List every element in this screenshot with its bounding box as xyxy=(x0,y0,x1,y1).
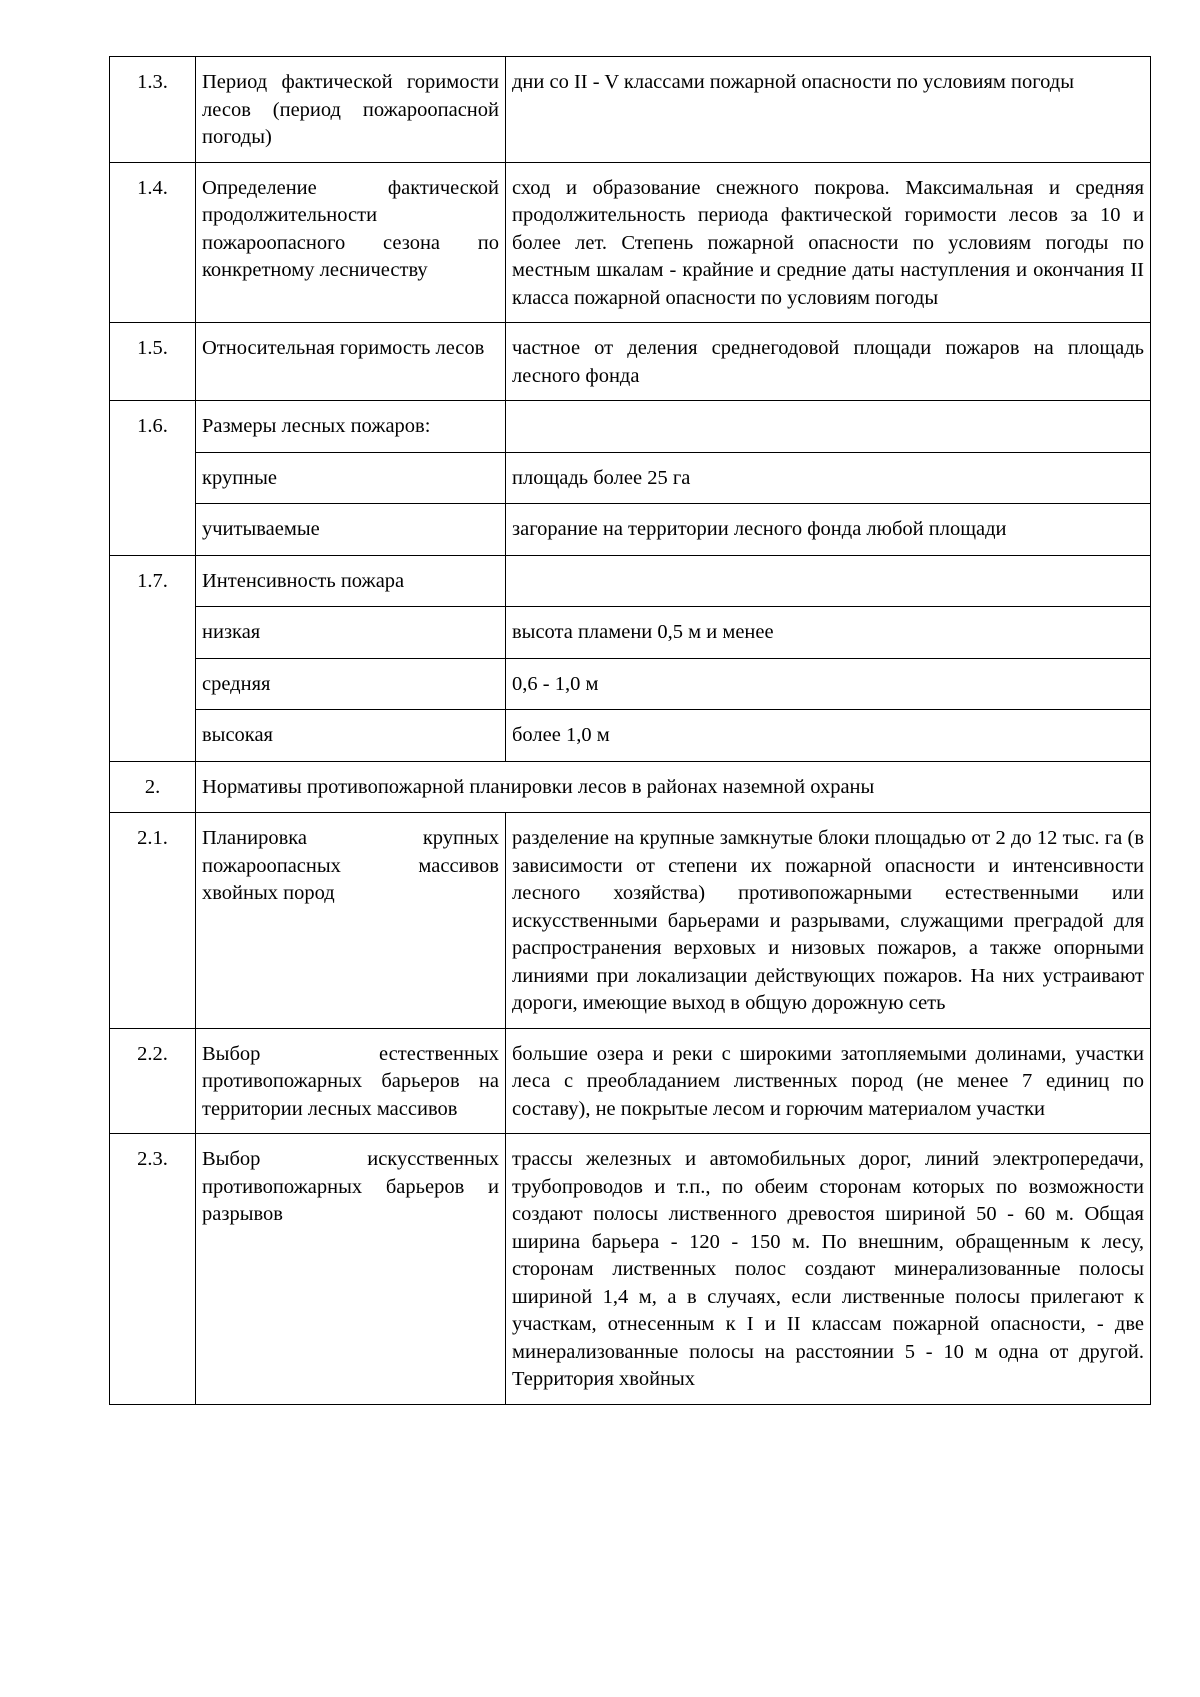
table-row xyxy=(110,813,1151,1029)
row-term: Период фактической горимости лесов (период пожароопасной погоды) xyxy=(196,57,506,163)
subrow-definition: загорание на территории лесного фонда любой площади xyxy=(506,504,1151,556)
row-definition: большие озера и реки с широкими затопляемыми долинами, участки леса с преобладанием лиственных пород (не менее 7 единиц по составу), не покрытые лесом и горючим материалом участки xyxy=(506,1028,1151,1134)
subrow-definition: более 1,0 м xyxy=(506,710,1151,762)
row-definition: разделение на крупные замкнутые блоки площадью от 2 до 12 тыс. га (в зависимости от степени их пожарной опасности и интенсивности лесного хозяйства) противопожарными естественными или искусственными барьерами и разрывами, служащими преградой для распространения верховых и низовых пожаров, а также опорными линиями при локализации действующих пожаров. На них устраивают дороги, имеющие выход в общую дорожную сеть xyxy=(506,813,1151,1029)
table-subrow xyxy=(110,658,1151,710)
row-term: Интенсивность пожара xyxy=(196,555,506,607)
regulations-table xyxy=(109,56,1151,1405)
row-number: 2.2. xyxy=(110,1028,196,1134)
row-term: Определение фактической продолжительности пожароопасного сезона по конкретному лесничеству xyxy=(196,162,506,323)
row-number: 1.4. xyxy=(110,162,196,323)
row-definition: частное от деления среднегодовой площади пожаров на площадь лесного фонда xyxy=(506,323,1151,401)
subrow-definition: 0,6 - 1,0 м xyxy=(506,658,1151,710)
table-row xyxy=(110,323,1151,401)
section-heading: Нормативы противопожарной планировки лесов в районах наземной охраны xyxy=(196,761,1151,813)
table-row xyxy=(110,401,1151,453)
table-row xyxy=(110,1028,1151,1134)
row-term: Относительная горимость лесов xyxy=(196,323,506,401)
row-number: 1.3. xyxy=(110,57,196,163)
table-subrow xyxy=(110,504,1151,556)
table-row xyxy=(110,1134,1151,1405)
row-number: 2.3. xyxy=(110,1134,196,1405)
row-number: 1.5. xyxy=(110,323,196,401)
row-definition: сход и образование снежного покрова. Максимальная и средняя продолжительность периода фактической горимости лесов за 10 и более лет. Степень пожарной опасности по условиям погоды по местным шкалам - крайние и средние даты наступления и окончания II класса пожарной опасности по условиям погоды xyxy=(506,162,1151,323)
subrow-definition: высота пламени 0,5 м и менее xyxy=(506,607,1151,659)
section-number: 2. xyxy=(110,761,196,813)
row-definition xyxy=(506,401,1151,453)
section-heading-row xyxy=(110,761,1151,813)
subrow-term: учитываемые xyxy=(196,504,506,556)
table-row xyxy=(110,162,1151,323)
table-subrow xyxy=(110,710,1151,762)
row-number: 2.1. xyxy=(110,813,196,1029)
row-definition: трассы железных и автомобильных дорог, линий электропередачи, трубопроводов и т.п., по обеим сторонам которых по возможности создают полосы лиственного древостоя шириной 50 - 60 м. Общая ширина барьера - 120 - 150 м. По внешним, обращенным к лесу, сторонам лиственных полос создают минерализованные полосы шириной 1,4 м, а в случаях, если лиственные полосы прилегают к участкам, отнесенным к I и II классам пожарной опасности, - две минерализованные полосы на расстоянии 5 - 10 м одна от другой. Территория хвойных xyxy=(506,1134,1151,1405)
subrow-definition: площадь более 25 га xyxy=(506,452,1151,504)
table-row xyxy=(110,57,1151,163)
table-row xyxy=(110,555,1151,607)
row-number: 1.7. xyxy=(110,555,196,761)
subrow-term: средняя xyxy=(196,658,506,710)
row-term: Размеры лесных пожаров: xyxy=(196,401,506,453)
subrow-term: низкая xyxy=(196,607,506,659)
table-subrow xyxy=(110,607,1151,659)
row-term: Выбор естественных противопожарных барьеров на территории лесных массивов xyxy=(196,1028,506,1134)
subrow-term: высокая xyxy=(196,710,506,762)
row-number: 1.6. xyxy=(110,401,196,556)
table-subrow xyxy=(110,452,1151,504)
row-term: Выбор искусственных противопожарных барьеров и разрывов xyxy=(196,1134,506,1405)
subrow-term: крупные xyxy=(196,452,506,504)
row-definition: дни со II - V классами пожарной опасности по условиям погоды xyxy=(506,57,1151,163)
row-definition xyxy=(506,555,1151,607)
row-term: Планировка крупных пожароопасных массивов хвойных пород xyxy=(196,813,506,1029)
